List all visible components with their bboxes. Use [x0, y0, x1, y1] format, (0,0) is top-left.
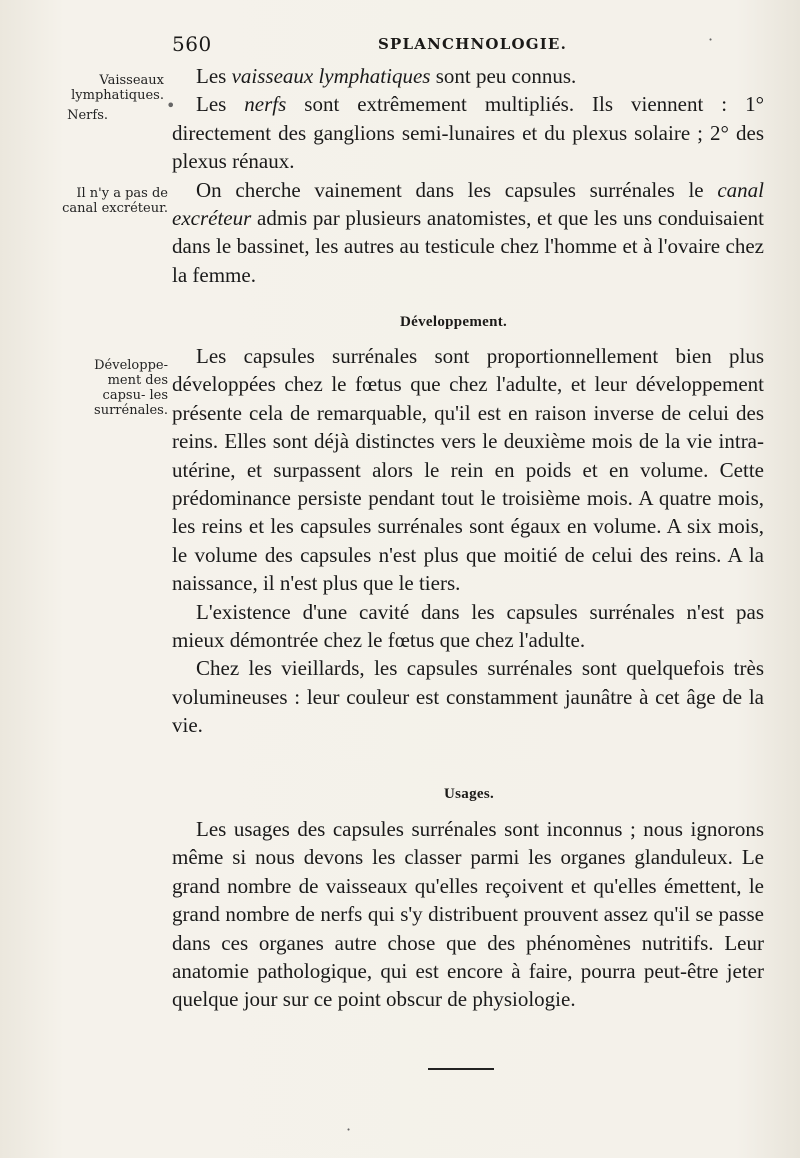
margin-note-nerves: Nerfs.	[67, 108, 108, 123]
body-block-development	[172, 342, 764, 740]
italic-term: vaisseaux lymphatiques	[231, 64, 431, 88]
italic-term: nerfs	[244, 92, 287, 117]
paragraph-nerves: Les nerfs sont extrêmement multipliés. Ils viennent : 1° directement des ganglions semi-lunaires et du plexus solaire ; 2° des plexus rénaux.	[172, 92, 764, 174]
body-block-intro	[172, 62, 764, 289]
running-head: SPLANCHNOLOGIE.	[378, 35, 567, 53]
margin-note-lymph: Vaisseaux lymphatiques.	[71, 73, 164, 103]
closing-rule	[428, 1068, 494, 1070]
paragraph-usages: Les usages des capsules surrénales sont inconnus ; nous ignorons même si nous devons les classer parmi les organes glanduleux. Le grand nombre de vaisseaux qu'elles reçoivent et qu'elles émettent, le grand nombre de nerfs qui s'y distribuent prouvent assez qu'il se passe dans ces organes autre chose que des phénomènes nutritifs. Leur anatomie pathologique, qui est encore à faire, pourra peut-être jeter quelque jour sur ce point obscur de physiologie.	[172, 817, 764, 1012]
margin-note-duct: Il n'y a pas de canal excréteur.	[62, 186, 168, 216]
italic-term: canal excréteur	[172, 177, 764, 231]
print-speck: ·	[346, 1120, 352, 1139]
paragraph-lymph: Les vaisseaux lymphatiques sont peu connus.	[196, 64, 577, 88]
body-block-usages	[172, 815, 764, 1014]
margin-note-development: Développe- ment des capsu- les surrénales.	[94, 358, 168, 418]
heading-development: Développement.	[400, 314, 508, 330]
page-number: 560	[172, 32, 212, 56]
heading-usages: Usages.	[444, 786, 495, 802]
paragraph-development-3: Chez les vieillards, les capsules surrénales sont quelquefois très volumineuses : leur couleur est constamment jaunâtre à cet âge de la vie.	[172, 656, 764, 738]
print-speck: ·	[708, 30, 714, 49]
paragraph-duct: On cherche vainement dans les capsules surrénales le canal excréteur admis par plusieurs anatomistes, et que les uns conduisaient dans le bassinet, les autres au testicule chez l'homme et à l'ovaire chez la femme.	[172, 177, 764, 287]
paragraph-development-2: L'existence d'une cavité dans les capsules surrénales n'est pas mieux démontrée chez le fœtus que chez l'adulte.	[172, 599, 764, 653]
paragraph-development-1: Les capsules surrénales sont proportionnellement bien plus développées chez le fœtus que chez l'adulte, et leur développement présente cela de remarquable, qu'il est en raison inverse de celui des reins. Elles sont déjà distinctes vers le deuxième mois de la vie intra-utérine, et surpassent alors le rein en poids et en volume. Cette prédominance persiste pendant tout le troisième mois. A quatre mois, les reins et les capsules surrénales sont égaux en volume. A six mois, le volume des capsules n'est plus que moitié de celui des reins. A la naissance, il n'est plus que le tiers.	[172, 344, 764, 596]
print-speck: •	[166, 96, 176, 115]
